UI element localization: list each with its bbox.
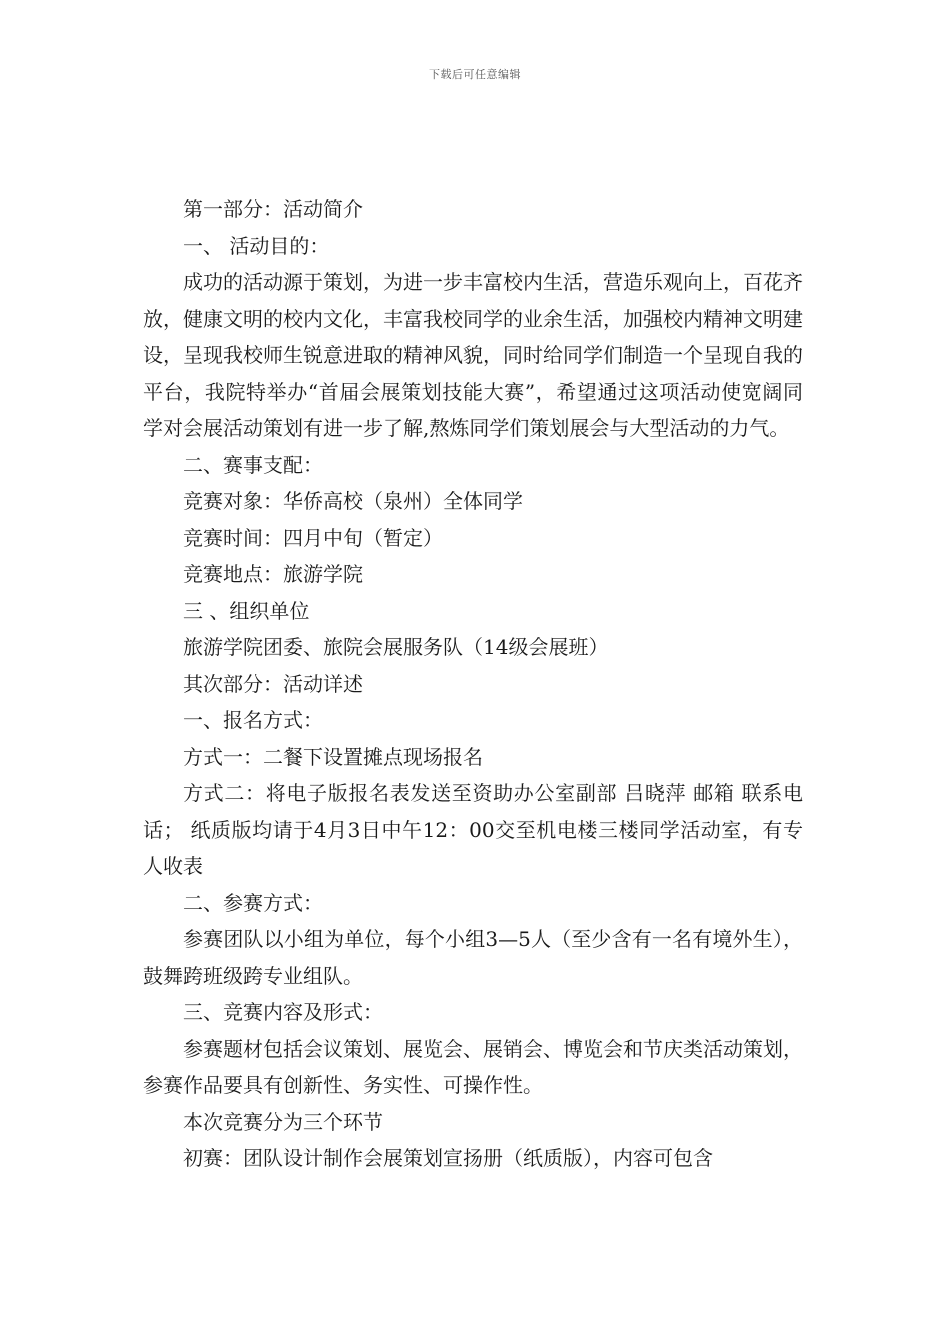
line-organizer: 旅游学院团委、旅院会展服务队（14级会展班） <box>183 635 609 659</box>
paragraph-registration-method-two: 方式二：将电子版报名表发送至资助办公室副部 吕晓萍 邮箱 联系电话； 纸质版均请于4月3日中午12：00交至机电楼三楼同学活动室，有专人收表 <box>143 781 803 878</box>
page-header-note: 下载后可任意编辑 <box>429 68 521 81</box>
document-body <box>143 191 803 1177</box>
line-competition-time: 竞赛时间：四月中旬（暂定） <box>183 525 443 550</box>
paragraph-content-format: 参赛题材包括会议策划、展览会、展销会、博览会和节庆类活动策划，参赛作品要具有创新性、务实性、可操作性。 <box>143 1036 803 1097</box>
line-three-stages: 本次竞赛分为三个环节 <box>183 1109 383 1134</box>
subheading-organizer: 三 、组织单位 <box>183 598 310 623</box>
line-registration-method-one: 方式一：二餐下设置摊点现场报名 <box>183 744 483 769</box>
subheading-content-format: 三、竞赛内容及形式： <box>183 1000 383 1024</box>
line-preliminary-round: 初赛：团队设计制作会展策划宣扬册（纸质版），内容可包含 <box>183 1146 713 1170</box>
subheading-registration: 一、报名方式： <box>183 708 323 732</box>
subheading-participation: 二、参赛方式： <box>183 890 323 915</box>
line-competition-venue: 竞赛地点：旅游学院 <box>183 562 363 586</box>
line-competition-target: 竞赛对象：华侨高校（泉州）全体同学 <box>183 489 523 513</box>
paragraph-purpose: 成功的活动源于策划，为进一步丰富校内生活，营造乐观向上，百花齐放，健康文明的校内文化，丰富我校同学的业余生活，加强校内精神文明建设，呈现我校师生锐意进取的精神风貌，同时给同学们制造一个呈现自我的平台，我院特举办“首届会展策划技能大赛”，希望通过这项活动使宽阔同学对会展活动策划有进一步了解,熬炼同学们策划展会与大型活动的力气。 <box>143 270 803 440</box>
subheading-arrangement: 二、赛事支配： <box>183 452 323 477</box>
paragraph-participation: 参赛团队以小组为单位，每个小组3—5人（至少含有一名有境外生），鼓舞跨班级跨专业组队。 <box>143 927 803 988</box>
section-heading-part-two: 其次部分：活动详述 <box>183 671 363 696</box>
section-heading-part-one: 第一部分：活动简介 <box>183 197 363 221</box>
subheading-activity-purpose: 一、 活动目的： <box>183 233 330 258</box>
